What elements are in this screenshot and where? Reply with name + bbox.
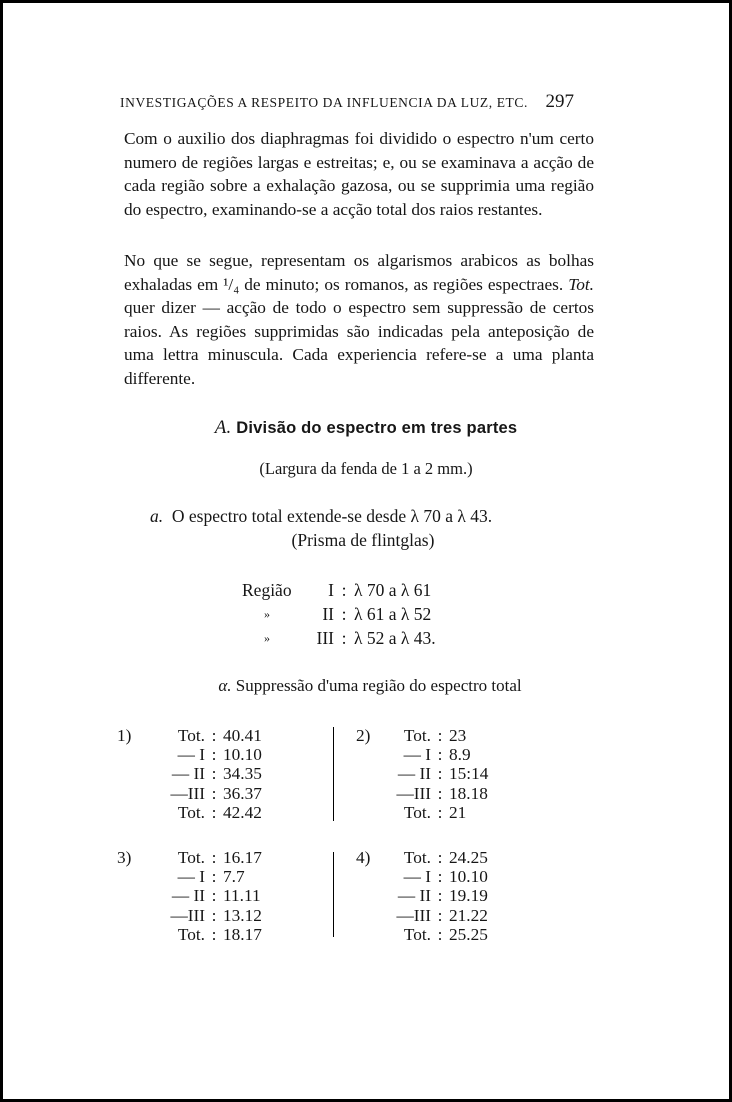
experiment-row [157,867,262,886]
region-row [242,602,436,626]
prism-note: (Prisma de flintglas) [291,530,435,550]
region-name: Região [242,580,292,600]
row-value: 40.41 [223,726,262,745]
row-colon: : [211,783,217,803]
subsection-a [150,506,492,527]
slit-width-note: (Largura da fenda de 1 a 2 mm.) [259,459,473,478]
row-colon: : [437,783,443,803]
paragraph-2-end: quer dizer — acção de todo o espectro sem suppressão de certos raios. As regiões supprimidas são indicadas pela anteposição de uma lettra minuscula. Cada experiencia refere-se a uma planta differente. [124,298,594,388]
row-label: — I [177,867,205,887]
paragraph-2-mid: de minuto; os romanos, as regiões espectraes. [239,274,569,294]
row-colon: : [211,726,217,745]
row-value: 21.22 [449,905,488,925]
region-range: λ 70 a λ 61 [354,580,432,600]
row-colon: : [437,848,443,867]
paragraph-2-start: No que se segue, representam os algarismos arabicos as bolhas exhaladas em [124,251,594,294]
row-label: —III [396,905,431,925]
row-label: — II [397,886,431,906]
row-value: 18.17 [223,924,262,944]
row-label: Tot. [177,924,205,944]
row-colon: : [437,745,443,765]
row-colon: : [437,764,443,784]
column-divider [333,852,334,937]
section-a-heading [3,417,729,439]
experiment-row [383,906,488,925]
row-colon: : [211,848,217,867]
row-colon: : [211,764,217,784]
row-value: 23 [449,726,467,745]
row-label: Tot. [177,726,205,745]
region-roman: II [322,604,334,624]
row-value: 7.7 [223,867,245,887]
row-value: 34.35 [223,764,262,784]
region-roman: III [316,628,334,648]
experiment-row [383,803,488,822]
region-list [242,578,436,650]
row-colon: : [437,867,443,887]
row-value: 15:14 [449,764,489,784]
paragraph-1: Com o auxilio dos diaphragmas foi dividido o espectro n'um certo numero de regiões largas e estreitas; e, ou se examinava a acção de cada região sobre a exhalação gazosa, ou se supprimia uma região do espectro, examinando-se a acção total dos raios restantes. [124,129,594,219]
region-row [242,626,436,650]
row-colon: : [437,886,443,906]
row-label: — II [397,764,431,784]
subsection-text: O espectro total extende-se desde λ 70 a λ 43. [171,506,493,526]
experiment-row [157,726,262,745]
experiment-row [157,906,262,925]
row-label: —III [170,905,205,925]
row-label: —III [170,783,205,803]
experiment-row [383,848,488,867]
running-title: INVESTIGAÇÕES A RESPEITO DA INFLUENCIA DA LUZ, ETC. [120,95,528,110]
row-colon: : [437,802,443,822]
experiment-row [383,867,488,886]
experiment-4 [356,848,536,948]
experiment-row [383,745,488,764]
column-divider [333,727,334,821]
experiment-number: 1) [117,726,132,745]
row-value: 18.18 [449,783,488,803]
experiment-row [157,886,262,905]
experiment-row [157,745,262,764]
row-label: Tot. [403,848,431,867]
row-label: — I [403,867,431,887]
alpha-text: Suppressão d'uma região do espectro total [235,676,522,695]
row-value: 11.11 [223,886,261,906]
paragraph-2 [104,249,594,391]
row-value: 21 [449,802,467,822]
experiment-number: 4) [356,848,371,867]
alpha-heading [7,676,732,696]
region-range: λ 52 a λ 43. [354,628,436,648]
tot-abbrev: Tot. [568,274,594,294]
experiment-row [157,925,262,944]
row-label: — I [403,745,431,765]
row-value: 25.25 [449,924,488,944]
row-value: 16.17 [223,848,262,867]
row-label: Tot. [177,802,205,822]
alpha-label: α. [218,676,232,695]
experiment-row [383,764,488,783]
row-label: Tot. [403,726,431,745]
row-colon: : [211,905,217,925]
experiment-row [157,784,262,803]
experiment-number: 2) [356,726,371,745]
running-header [120,91,574,113]
row-label: —III [396,783,431,803]
row-value: 19.19 [449,886,488,906]
row-value: 36.37 [223,783,262,803]
subsection-label: a. [150,506,164,526]
row-value: 13.12 [223,905,262,925]
region-row [242,578,436,602]
row-value: 8.9 [449,745,471,765]
row-colon: : [437,905,443,925]
row-colon: : [211,745,217,765]
experiment-row [157,848,262,867]
fraction-quarter: ¹/₄ [223,274,240,294]
row-label: Tot. [403,802,431,822]
region-colon: : [341,604,347,624]
row-value: 42.42 [223,802,262,822]
section-letter: A. [214,417,232,438]
row-label: Tot. [177,848,205,867]
experiment-row [157,764,262,783]
region-name: » [264,631,270,645]
experiment-row [383,784,488,803]
region-colon: : [341,628,347,648]
experiment-row [383,925,488,944]
row-value: 10.10 [223,745,262,765]
row-colon: : [437,924,443,944]
row-colon: : [211,924,217,944]
experiment-row [157,803,262,822]
row-colon: : [211,802,217,822]
experiment-2 [356,726,536,826]
region-name: » [264,607,270,621]
experiment-1 [117,726,297,826]
row-label: — I [177,745,205,765]
row-label: — II [171,764,205,784]
row-colon: : [211,867,217,887]
region-range: λ 61 a λ 52 [354,604,432,624]
page-number: 297 [545,91,574,112]
experiment-3 [117,848,297,948]
section-title: Divisão do espectro em tres partes [236,419,518,437]
region-colon: : [341,580,347,600]
row-value: 10.10 [449,867,488,887]
experiment-row [383,886,488,905]
region-roman: I [328,580,334,600]
row-label: — II [171,886,205,906]
row-colon: : [437,726,443,745]
experiment-row [383,726,488,745]
row-colon: : [211,886,217,906]
experiment-number: 3) [117,848,132,867]
row-value: 24.25 [449,848,488,867]
row-label: Tot. [403,924,431,944]
